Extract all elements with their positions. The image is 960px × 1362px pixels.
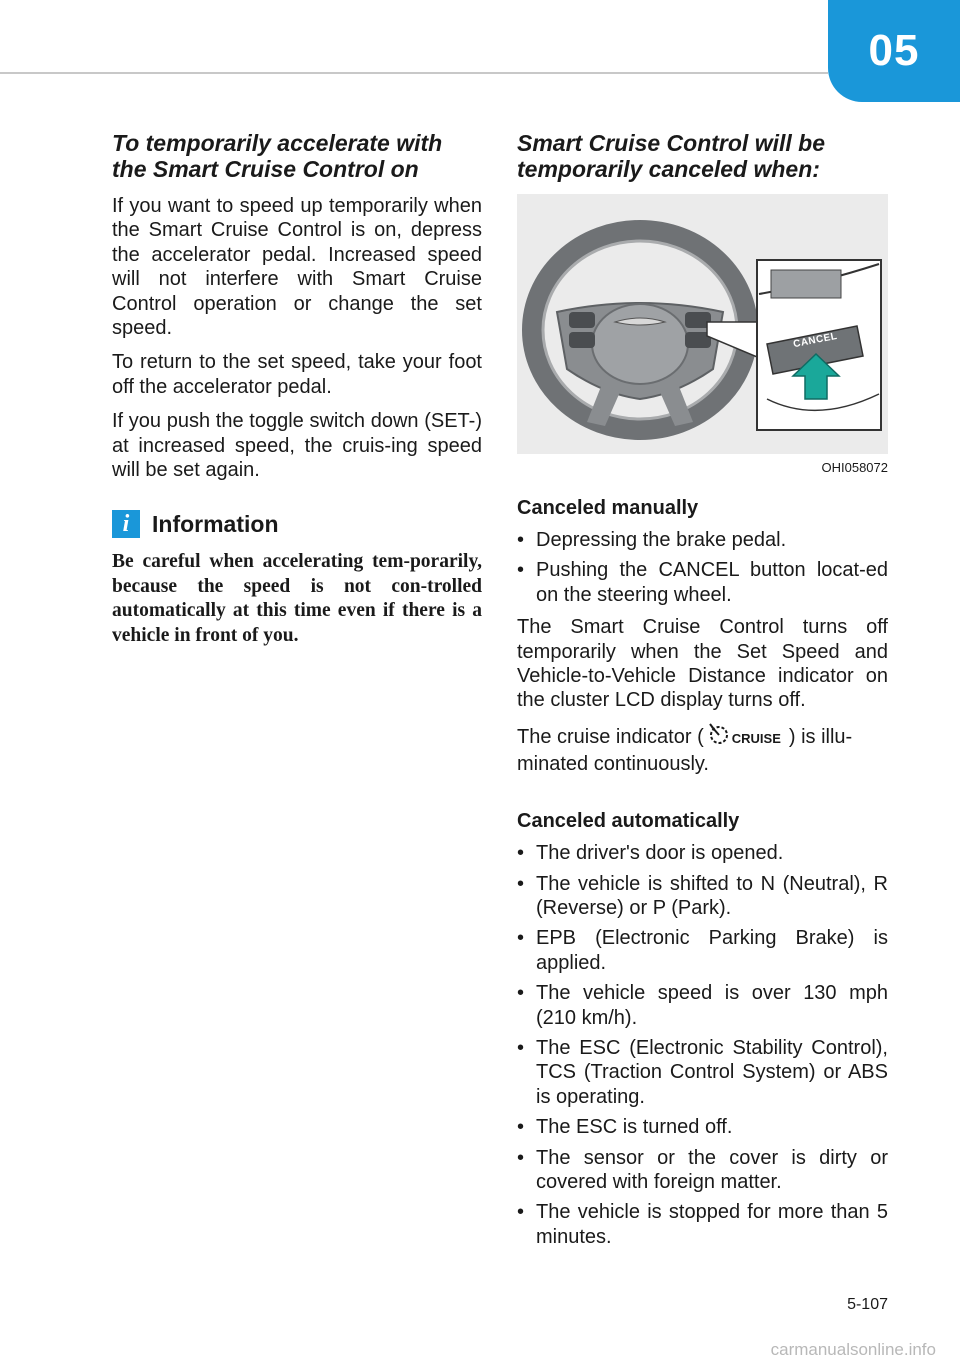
list-item: • The ESC is turned off. [517,1115,888,1139]
accelerate-heading: To temporarily accelerate with the Smart Cruise Control on [112,130,443,182]
info-icon: i [112,510,140,538]
list-item: • The driver's door is opened. [517,841,888,865]
list-item: • The vehicle is shifted to N (Neutral), R (Reverse) or P (Park). [517,872,888,921]
information-header [112,510,482,538]
right-column [517,130,888,1257]
steering-wheel-figure [517,194,888,454]
cruise-indicator-text-after: ) is illu-minated continuously. [517,725,853,775]
chapter-tab: 05 [828,0,960,102]
list-item: • The ESC (Electronic Stability Control), TCS (Traction Control System) or ABS is operating. [517,1036,888,1109]
page-number: 5-107 [847,1296,888,1313]
cruise-label: CRUISE [731,731,781,747]
cruise-indicator-paragraph [517,723,888,776]
list-item: • The vehicle is stopped for more than 5 minutes. [517,1200,888,1249]
information-title: Information [152,510,279,537]
left-column [112,130,482,648]
list-item: • The sensor or the cover is dirty or covered with foreign matter. [517,1146,888,1195]
list-item: • The vehicle speed is over 130 mph (210 km/h). [517,981,888,1030]
watermark: carmanualsonline.info [770,1340,936,1359]
information-body: Be careful when accelerating tem-porarily, because the speed is not con-trolled automatically at this time even if there is a vehicle in front of you. [112,551,482,646]
canceled-manually-title: Canceled manually [517,497,699,519]
header-rule [0,72,828,74]
accelerate-paragraph-3: If you push the toggle switch down (SET-) at increased speed, the cruis-ing speed will be set again. [112,410,482,482]
canceled-manually-list [517,528,888,607]
canceled-heading: Smart Cruise Control will be temporarily canceled when: [517,130,825,182]
figure-caption: OHI058072 [821,460,888,475]
accelerate-paragraph-2: To return to the set speed, take your foot off the accelerator pedal. [112,351,482,398]
cruise-indicator-text-before: The cruise indicator ( [517,725,704,748]
accelerate-paragraph-1: If you want to speed up temporarily when the Smart Cruise Control is on, depress the accelerator pedal. Increased speed will not interfere with Smart Cruise Control operation or change the set speed. [112,195,482,340]
list-item: • Pushing the CANCEL button locat-ed on the steering wheel. [517,558,888,607]
canceled-automatically-list [517,841,888,1249]
list-item: • EPB (Electronic Parking Brake) is applied. [517,926,888,975]
canceled-automatically-title: Canceled automatically [517,810,740,833]
cluster-lcd-paragraph: The Smart Cruise Control turns off temporarily when the Set Speed and Vehicle-to-Vehicle Distance indicator on the cluster LCD display turns off. [517,616,888,712]
steering-wheel-illustration [517,194,888,454]
list-item: • Depressing the brake pedal. [517,528,888,552]
cancel-button-label: CANCEL [792,330,839,351]
